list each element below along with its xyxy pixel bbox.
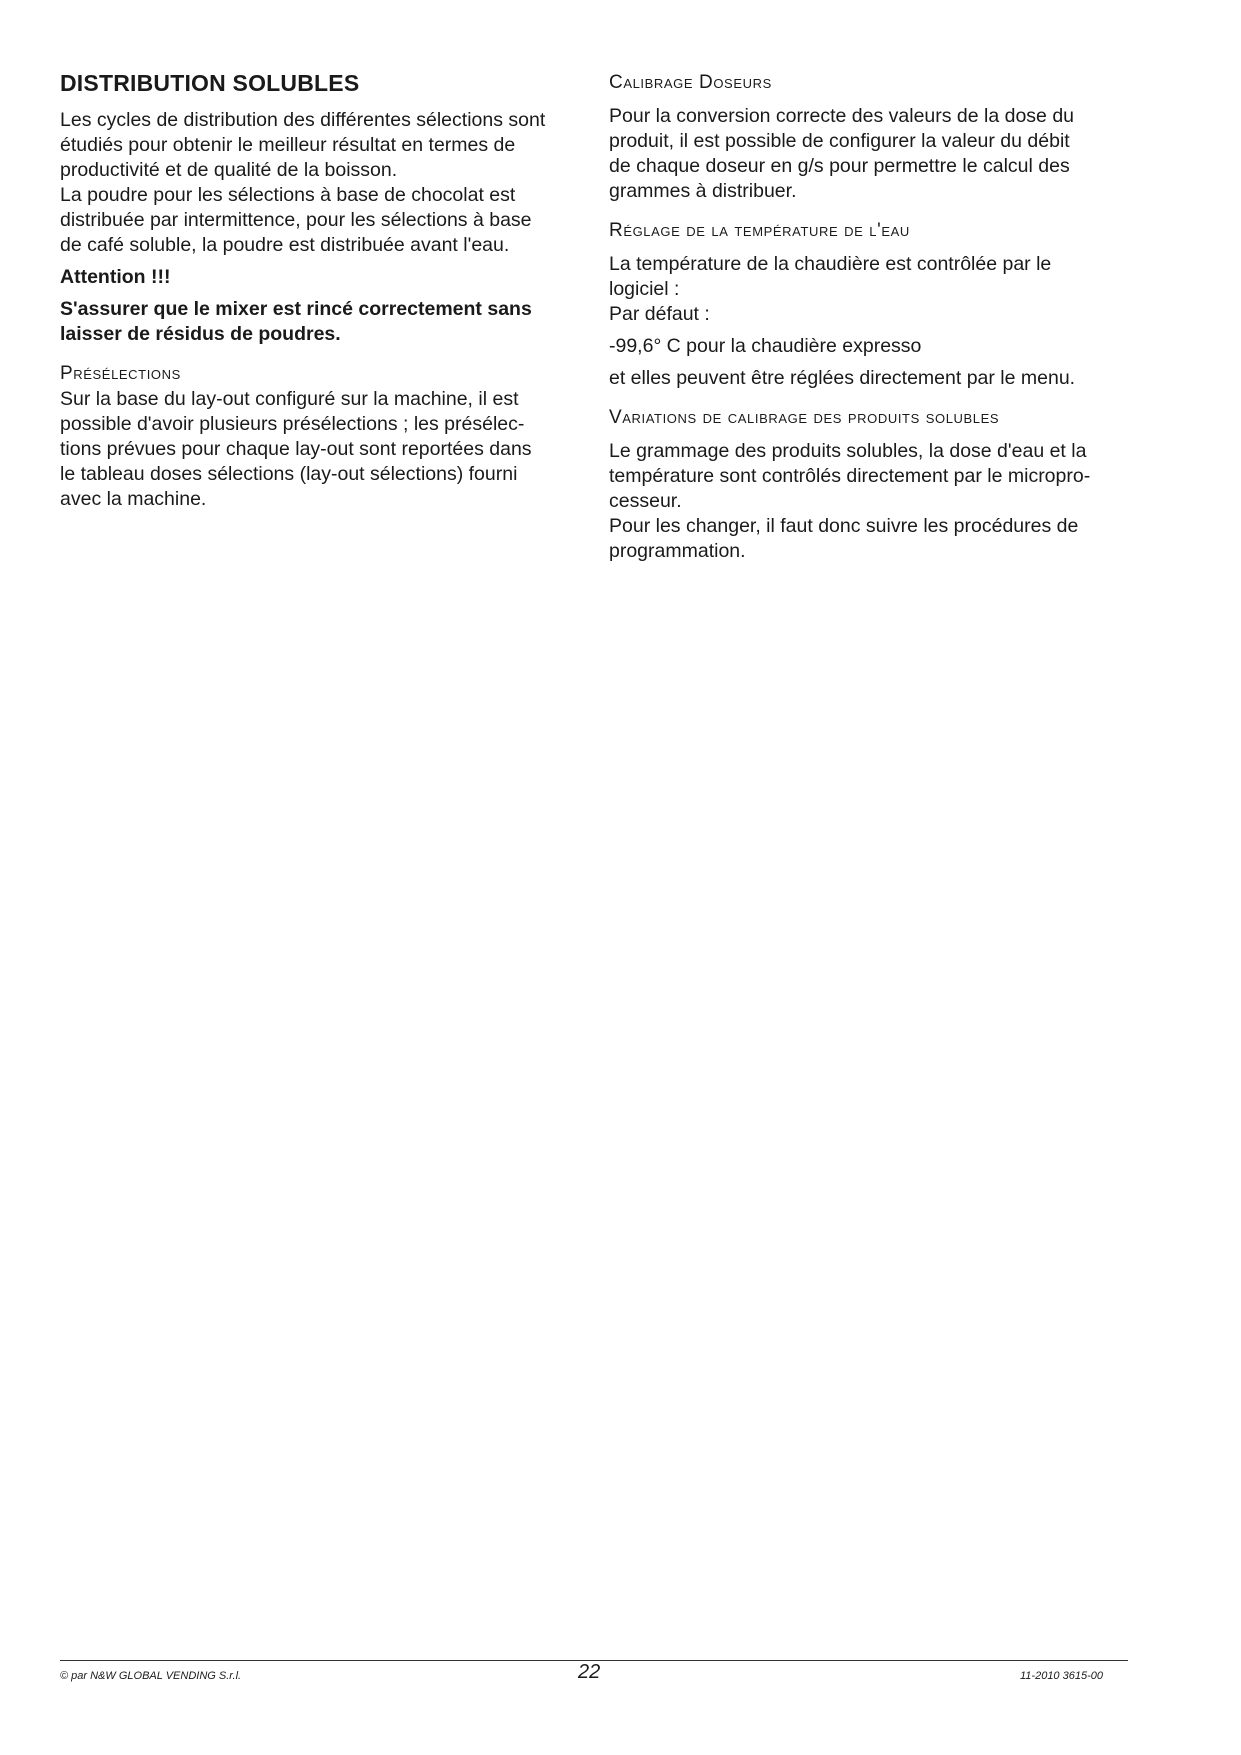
left-column xyxy=(60,68,580,512)
warning-text: S'assurer que le mixer est rincé correctement sans laisser de résidus de poudres. xyxy=(60,298,532,345)
preselections-paragraph: Sur la base du lay-out configuré sur la machine, il est possible d'avoir plusieurs présélections ; les présélec- tions prévues pour chaque lay-out sont reportées dans le tableau doses sélections (lay-out sélections) fourni avec la machine. xyxy=(60,388,532,510)
calibrage-paragraph: Pour la conversion correcte des valeurs de la dose du produit, il est possible de configurer la valeur du débit de chaque doseur en g/s pour permettre le calcul des grammes à distribuer. xyxy=(609,105,1075,202)
attention-label: Attention !!! xyxy=(60,266,171,288)
right-column xyxy=(609,68,1129,564)
reglage-menu-note: et elles peuvent être réglées directement par le menu. xyxy=(609,367,1076,389)
footer-copyright: © par N&W GLOBAL VENDING S.r.l. xyxy=(60,1670,242,1682)
section-title-distribution-solubles: DISTRIBUTION SOLUBLES xyxy=(60,70,360,96)
document-code: 11-2010 3615-00 xyxy=(1020,1670,1103,1682)
variations-paragraph: Le grammage des produits solubles, la dose d'eau et la température sont contrôlés directement par le micropro- cesseur. Pour les changer, il faut donc suivre les procédures de programmation. xyxy=(609,440,1091,562)
page-number: 22 xyxy=(578,1661,601,1683)
distribution-paragraph: Les cycles de distribution des différentes sélections sont étudiés pour obtenir le meilleur résultat en termes de productivité et de qualité de la boisson. La poudre pour les sélections à base de chocolat est distribuée par intermittence, pour les sélections à base de café soluble, la poudre est distribuée avant l'eau. xyxy=(60,109,546,256)
reglage-paragraph: La température de la chaudière est contrôlée par le logiciel : Par défaut : xyxy=(609,253,1052,325)
section-title-variations-calibrage: Variations de calibrage des produits solubles xyxy=(609,407,1000,428)
reglage-default-value: -99,6° C pour la chaudière expresso xyxy=(609,335,922,357)
section-title-calibrage-doseurs: Calibrage Doseurs xyxy=(609,72,772,93)
section-title-reglage-temperature: Réglage de la température de l'eau xyxy=(609,220,910,241)
section-title-preselections: Présélections xyxy=(60,363,181,384)
